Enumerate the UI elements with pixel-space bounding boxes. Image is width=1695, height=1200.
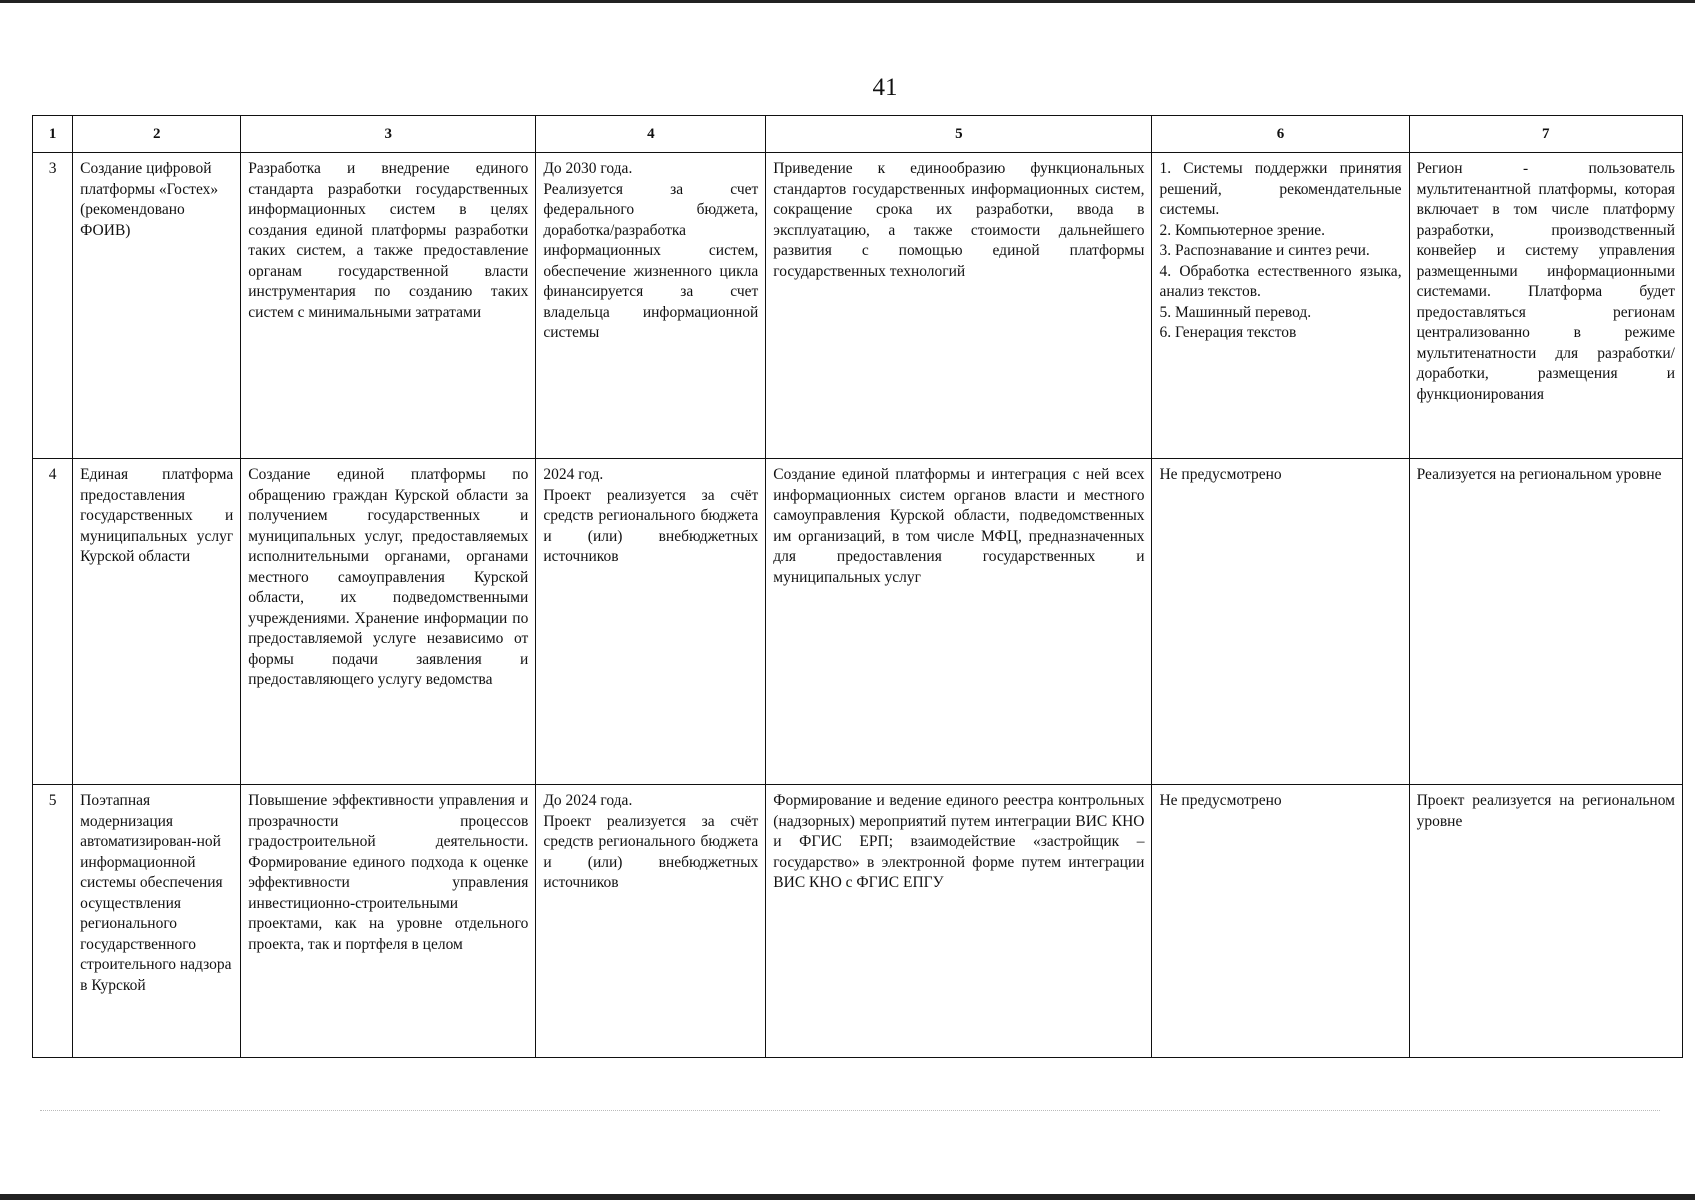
project-description: Повышение эффективности управления и прозрачности процессов градостроительной деятельности. Формирование единого подхода к оценке эффективности управления инвестиционно-строительными проектами, как на уровне отдельного проекта, так и портфеля в целом xyxy=(241,785,536,1058)
technology-item: 1. Системы поддержки принятия решений, рекомендательные системы. xyxy=(1159,160,1402,218)
project-name: Единая платформа предоставления государственных и муниципальных услуг Курской области xyxy=(73,459,241,785)
timing-deadline: До 2024 года. xyxy=(543,792,633,809)
header-row xyxy=(33,116,1683,153)
technology-item: Не предусмотрено xyxy=(1159,792,1282,809)
scan-dotted-line xyxy=(40,1110,1660,1111)
row-number: 4 xyxy=(33,459,73,785)
project-timing xyxy=(536,785,766,1058)
project-description: Разработка и внедрение единого стандарта разработки государственных информационных систем в целях создания единой платформы разработки таких систем, а также предоставление органам государственной власти инструментария по созданию таких систем с минимальными затратами xyxy=(241,153,536,459)
row-number: 3 xyxy=(33,153,73,459)
column-header-7: 7 xyxy=(1409,116,1682,153)
project-name: Создание цифровой платформы «Гостех» (рекомендовано ФОИВ) xyxy=(73,153,241,459)
expected-result: Приведение к единообразию функциональных стандартов государственных информационных систем, сокращение срока их разработки, ввода в эксплуатацию, а также стоимости дальнейшего развития с помощью единой платформы государственных технологий xyxy=(766,153,1152,459)
timing-deadline: 2024 год. xyxy=(543,466,604,483)
expected-result: Формирование и ведение единого реестра контрольных (надзорных) мероприятий путем интеграции ВИС КНО и ФГИС ЕРП; взаимодействие «застройщик – государство» в электронной форме путем интеграции ВИС КНО с ФГИС ЕПГУ xyxy=(766,785,1152,1058)
note: Реализуется на региональном уровне xyxy=(1409,459,1682,785)
column-header-3: 3 xyxy=(241,116,536,153)
table-row xyxy=(33,785,1683,1058)
project-name: Поэтапная модернизация автоматизирован-ной информационной системы обеспечения осуществления регионального государственного строительного надзора в Курской xyxy=(73,785,241,1058)
project-timing xyxy=(536,459,766,785)
technologies xyxy=(1152,153,1409,459)
timing-funding: Проект реализуется за счёт средств регионального бюджета и (или) внебюджетных источников xyxy=(543,812,759,891)
timing-deadline: До 2030 года. xyxy=(543,160,633,177)
table-row xyxy=(33,153,1683,459)
technology-item: 6. Генерация текстов xyxy=(1159,324,1297,341)
note: Проект реализуется на региональном уровне xyxy=(1409,785,1682,1058)
table-row xyxy=(33,459,1683,785)
technology-item: Не предусмотрено xyxy=(1159,466,1282,483)
project-description: Создание единой платформы по обращению граждан Курской области за получением государственных и муниципальных услуг, предоставляемых исполнительными органами, органами местного самоуправления Курской области, их подведомственными учреждениями. Хранение информации по предоставляемой услуге независимо от формы подачи заявления и предоставляющего услугу ведомства xyxy=(241,459,536,785)
column-header-2: 2 xyxy=(73,116,241,153)
note: Регион - пользователь мультитенантной платформы, которая включает в том числе платформу разработки, производственный конвейер и систему управления размещенными информационными системами. Платформа будет предоставляться регионам централизованно в режиме мультитенатности для разработки/доработки, размещения и функционирования xyxy=(1409,153,1682,459)
column-header-6: 6 xyxy=(1152,116,1409,153)
column-header-1: 1 xyxy=(33,116,73,153)
scan-top-edge xyxy=(0,0,1695,3)
timing-funding: Проект реализуется за счёт средств регионального бюджета и (или) внебюджетных источников xyxy=(543,486,759,565)
column-header-4: 4 xyxy=(536,116,766,153)
technologies xyxy=(1152,459,1409,785)
technology-item: 5. Машинный перевод. xyxy=(1159,303,1312,321)
timing-funding: Реализуется за счет федерального бюджета, доработка/разработка информационных систем, обеспечение жизненного цикла финансируется за счет владельца информационной системы xyxy=(543,180,759,341)
technology-item: 3. Распознавание и синтез речи. xyxy=(1159,242,1370,259)
page-number: 41 xyxy=(872,74,898,101)
technology-item: 2. Компьютерное зрение. xyxy=(1159,221,1326,239)
technologies xyxy=(1152,785,1409,1058)
technology-item: 4. Обработка естественного языка, анализ текстов. xyxy=(1159,262,1402,300)
row-number: 5 xyxy=(33,785,73,1058)
project-timing xyxy=(536,153,766,459)
column-header-5: 5 xyxy=(766,116,1152,153)
scan-bottom-edge xyxy=(0,1194,1695,1200)
document-table xyxy=(32,115,1683,1058)
expected-result: Создание единой платформы и интеграция с ней всех информационных систем органов власти и местного самоуправления Курской области, подведомственных им организаций, в том числе МФЦ, предназначенных для предоставления государственных и муниципальных услуг xyxy=(766,459,1152,785)
